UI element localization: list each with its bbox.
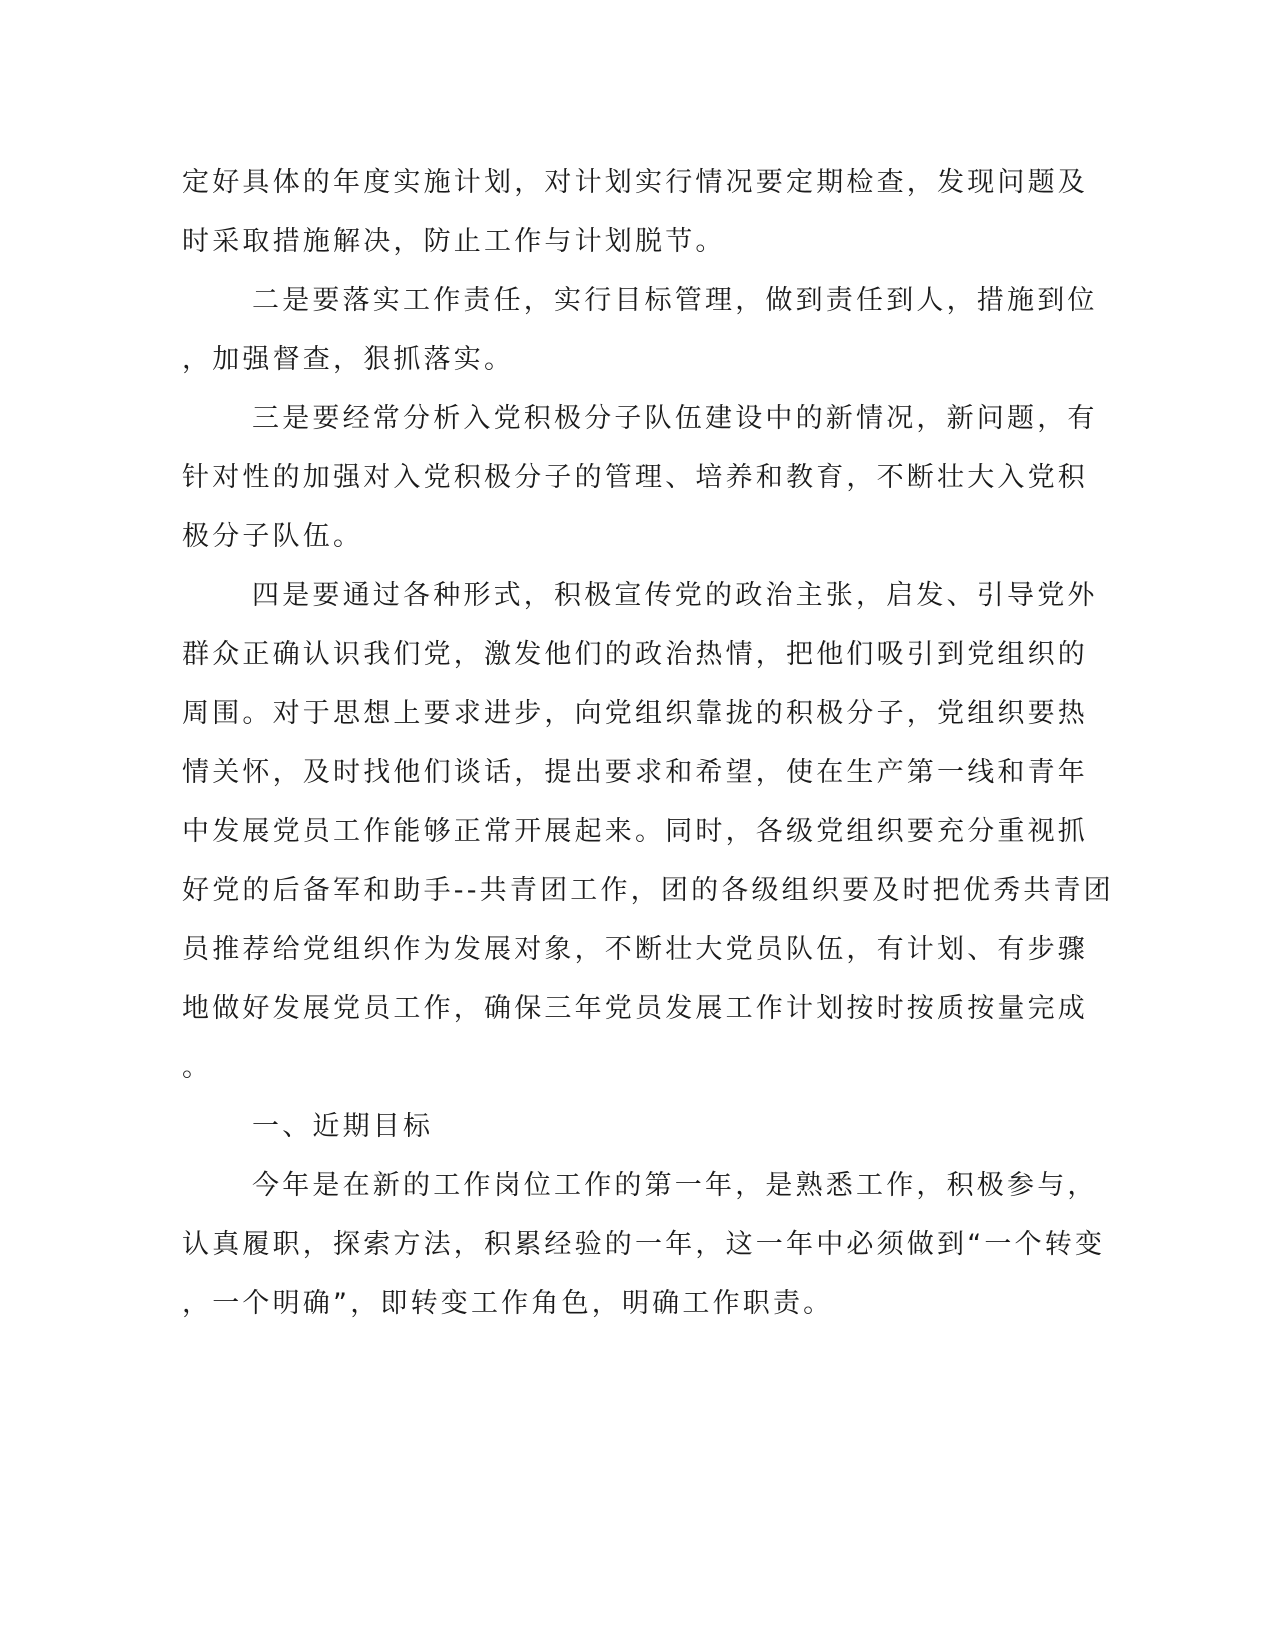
document-body [182,158,1114,1338]
paragraph-first-line: 二是要落实工作责任，实行目标管理，做到责任到人，措施到位 [252,285,1098,316]
text-line: ，加强督查，狠抓落实。 [182,344,515,375]
section-heading: 一、近期目标 [252,1111,434,1142]
text-line: 周围。对于思想上要求进步，向党组织靠拢的积极分子，党组织要热 [182,698,1088,729]
text-line: ，一个明确”，即转变工作角色，明确工作职责。 [182,1288,834,1319]
text-line: 时采取措施解决，防止工作与计划脱节。 [182,226,726,257]
text-line: 群众正确认识我们党，激发他们的政治热情，把他们吸引到党组织的 [182,639,1088,670]
text-line: 认真履职，探索方法，积累经验的一年，这一年中必须做到“一个转变 [182,1229,1106,1260]
paragraph-first-line: 四是要通过各种形式，积极宣传党的政治主张，启发、引导党外 [252,580,1098,611]
text-line: 定好具体的年度实施计划，对计划实行情况要定期检查，发现问题及 [182,167,1088,198]
text-line: 针对性的加强对入党积极分子的管理、培养和教育，不断壮大入党积 [182,462,1088,493]
text-line: 员推荐给党组织作为发展对象，不断壮大党员队伍，有计划、有步骤 [182,934,1088,965]
text-line: 中发展党员工作能够正常开展起来。同时，各级党组织要充分重视抓 [182,816,1088,847]
text-line: 情关怀，及时找他们谈话，提出要求和希望，使在生产第一线和青年 [182,757,1088,788]
text-line: 好党的后备军和助手--共青团工作，团的各级组织要及时把优秀共青团 [182,875,1114,906]
paragraph-first-line: 今年是在新的工作岗位工作的第一年，是熟悉工作，积极参与， [252,1170,1098,1201]
text-line: 地做好发展党员工作，确保三年党员发展工作计划按时按质按量完成 [182,993,1088,1024]
paragraph-first-line: 三是要经常分析入党积极分子队伍建设中的新情况，新问题，有 [252,403,1098,434]
text-line: 极分子队伍。 [182,521,364,552]
text-line: 。 [182,1052,213,1083]
